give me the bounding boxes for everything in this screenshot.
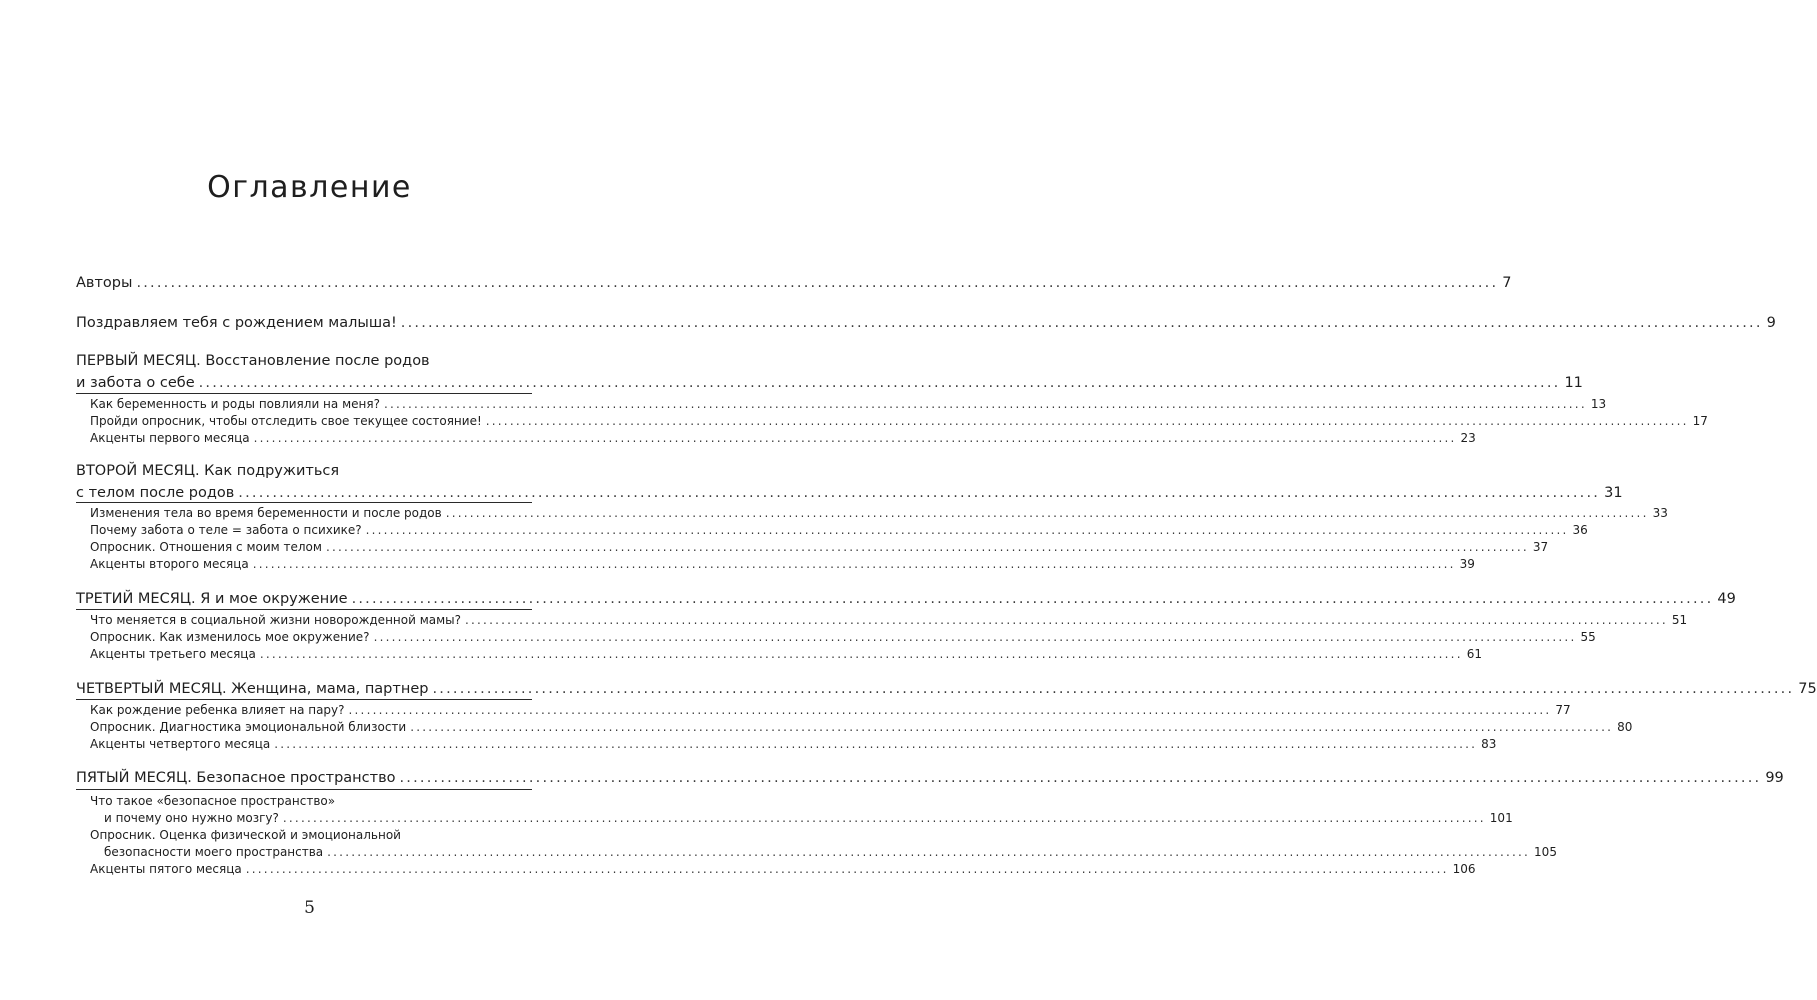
toc-leader: ........................................................................................................................................................................................................: [238, 485, 1601, 501]
toc-subentry[interactable]: [90, 702, 1571, 719]
toc-leader: ........................................................................................................................................................................................................: [245, 862, 1449, 876]
toc-divider: [76, 609, 532, 610]
toc-entry-title: ВТОРОЙ МЕСЯЦ. Как подружиться: [76, 463, 340, 479]
toc-page-number: 61: [1466, 647, 1482, 661]
toc-entry-title: Акценты третьего месяца: [90, 647, 256, 661]
toc-entry-title-cont: и забота о себе: [76, 375, 195, 391]
toc-subentry[interactable]: [90, 396, 1607, 413]
toc-subentry[interactable]: [90, 629, 1596, 646]
toc-subentry[interactable]: [90, 827, 1557, 861]
toc-entry-title: Что меняется в социальной жизни новорожденной мамы?: [90, 613, 462, 627]
toc-entry-title: Акценты первого месяца: [90, 431, 250, 445]
toc-leader: ........................................................................................................................................................................................................: [253, 431, 1457, 445]
toc-leader: ........................................................................................................................................................................................................: [259, 647, 1463, 661]
toc-entry-title: ПЯТЫЙ МЕСЯЦ. Безопасное пространство: [76, 770, 396, 786]
toc-entry-title: Акценты четвертого месяца: [90, 737, 271, 751]
toc-page-number: 7: [1502, 275, 1512, 291]
toc-entry-title-cont: с телом после родов: [76, 485, 235, 501]
toc-divider: [76, 393, 532, 394]
toc-subentry[interactable]: [90, 522, 1588, 539]
toc-entry-title: Акценты второго месяца: [90, 557, 249, 571]
toc-page-number: 36: [1572, 523, 1588, 537]
toc-page-number: 13: [1590, 397, 1607, 411]
toc-page-number: 77: [1555, 703, 1571, 717]
toc-page-number: 31: [1604, 485, 1623, 501]
toc-entry-title-cont: безопасности моего пространства: [104, 845, 324, 859]
toc-page-number: 11: [1564, 375, 1583, 391]
toc-page-number: 83: [1481, 737, 1497, 751]
toc-page-number: 75: [1798, 681, 1817, 697]
toc-subentry[interactable]: [90, 736, 1497, 753]
toc-entry-month-1[interactable]: [76, 350, 1583, 394]
toc-entry-title: Как беременность и роды повлияли на меня?: [90, 397, 380, 411]
toc-entry-congratulations[interactable]: [76, 312, 1776, 334]
toc-page-number: 105: [1534, 845, 1557, 859]
toc-page-number: 33: [1652, 506, 1668, 520]
toc-subentry[interactable]: [90, 646, 1482, 663]
toc-subentry[interactable]: [90, 861, 1476, 878]
toc-subentry[interactable]: [90, 612, 1688, 629]
toc-leader: ........................................................................................................................................................................................................: [383, 397, 1587, 411]
toc-leader: ........................................................................................................................................................................................................: [445, 506, 1649, 520]
toc-entry-authors[interactable]: [76, 272, 1512, 294]
toc-entry-title: Как рождение ребенка влияет на пару?: [90, 703, 345, 717]
toc-leader: ........................................................................................................................................................................................................: [198, 375, 1561, 391]
toc-leader: ........................................................................................................................................................................................................: [400, 315, 1763, 331]
toc-page-number: 51: [1671, 613, 1688, 627]
toc-leader: ........................................................................................................................................................................................................: [410, 720, 1614, 734]
toc-page-number: 106: [1452, 862, 1476, 876]
toc-leader: ........................................................................................................................................................................................................: [274, 737, 1478, 751]
toc-divider: [76, 789, 532, 790]
toc-leader: ........................................................................................................................................................................................................: [252, 557, 1456, 571]
toc-leader: ........................................................................................................................................................................................................: [465, 613, 1668, 627]
toc-subentry[interactable]: [90, 505, 1668, 522]
toc-leader: ........................................................................................................................................................................................................: [325, 540, 1529, 554]
toc-page-number: 80: [1617, 720, 1633, 734]
toc-leader: ........................................................................................................................................................................................................: [327, 845, 1531, 859]
toc-entry-title: Поздравляем тебя с рождением малыша!: [76, 315, 397, 331]
toc-entry-title: Почему забота о теле = забота о психике?: [90, 523, 362, 537]
toc-entry-title: Опросник. Как изменилось мое окружение?: [90, 630, 370, 644]
toc-leader: ........................................................................................................................................................................................................: [365, 523, 1569, 537]
toc-leader: ........................................................................................................................................................................................................: [399, 770, 1762, 786]
toc-entry-month-5[interactable]: [76, 767, 1784, 789]
toc-subentry[interactable]: [90, 556, 1475, 573]
page-title: Оглавление: [207, 170, 412, 205]
toc-page-number: 99: [1765, 770, 1784, 786]
toc-entry-title: ЧЕТВЕРТЫЙ МЕСЯЦ. Женщина, мама, партнер: [76, 681, 429, 697]
toc-page-number: 49: [1717, 591, 1736, 607]
toc-divider: [76, 699, 532, 700]
toc-page-number: 101: [1489, 811, 1513, 825]
toc-leader: ........................................................................................................................................................................................................: [432, 681, 1795, 697]
toc-leader: ........................................................................................................................................................................................................: [282, 811, 1486, 825]
toc-entry-title: ТРЕТИЙ МЕСЯЦ. Я и мое окружение: [76, 591, 348, 607]
toc-leader: ........................................................................................................................................................................................................: [348, 703, 1552, 717]
toc-entry-title: Опросник. Отношения с моим телом: [90, 540, 322, 554]
toc-page-number: 37: [1532, 540, 1549, 554]
toc-subentry[interactable]: [90, 430, 1476, 447]
toc-entry-month-2[interactable]: [76, 460, 1623, 504]
toc-subentry[interactable]: [90, 539, 1549, 556]
toc-entry-month-4[interactable]: [76, 678, 1817, 700]
toc-page-number: 39: [1459, 557, 1475, 571]
toc-entry-title: Опросник. Оценка физической и эмоциональной: [90, 828, 401, 842]
toc-entry-title: Что такое «безопасное пространство»: [90, 794, 336, 808]
toc-page-number: 23: [1460, 431, 1476, 445]
toc-subentry[interactable]: [90, 413, 1708, 430]
toc-page-number: 17: [1692, 414, 1708, 428]
toc-entry-title: Акценты пятого месяца: [90, 862, 242, 876]
toc-entry-title: Опросник. Диагностика эмоциональной близости: [90, 720, 407, 734]
toc-subentry[interactable]: [90, 793, 1513, 827]
toc-leader: ........................................................................................................................................................................................................: [351, 591, 1714, 607]
toc-divider: [76, 502, 532, 503]
toc-entry-title-cont: и почему оно нужно мозгу?: [104, 811, 279, 825]
toc-leader: ........................................................................................................................................................................................................: [485, 414, 1689, 428]
toc-subentry[interactable]: [90, 719, 1633, 736]
toc-entry-title: Авторы: [76, 275, 133, 291]
toc-leader: ........................................................................................................................................................................................................: [136, 275, 1499, 291]
toc-entry-title: ПЕРВЫЙ МЕСЯЦ. Восстановление после родов: [76, 353, 430, 369]
toc-entry-title: Изменения тела во время беременности и после родов: [90, 506, 442, 520]
toc-leader: ........................................................................................................................................................................................................: [373, 630, 1577, 644]
page-number: 5: [304, 898, 315, 918]
toc-page-number: 9: [1766, 315, 1776, 331]
toc-entry-month-3[interactable]: [76, 588, 1736, 610]
toc-page-number: 55: [1580, 630, 1596, 644]
toc-entry-title: Пройди опросник, чтобы отследить свое текущее состояние!: [90, 414, 482, 428]
